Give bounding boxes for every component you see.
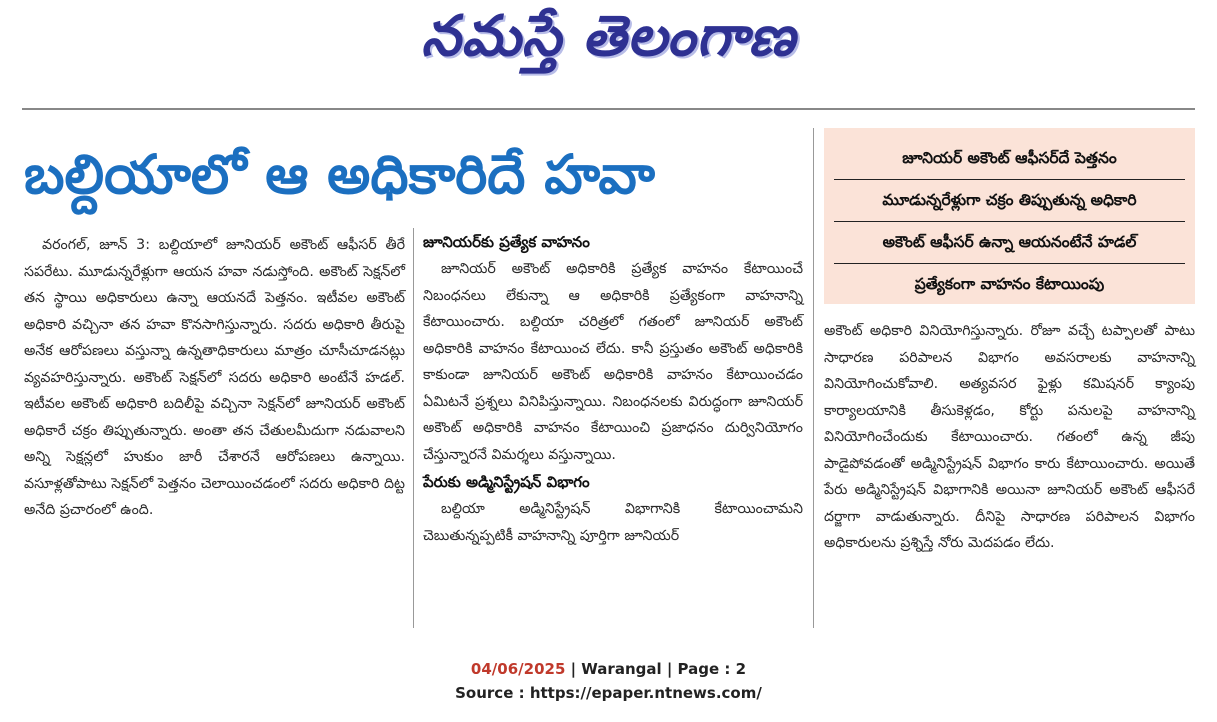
section-subheading: జూనియర్‌కు ప్రత్యేక వాహనం: [423, 233, 590, 251]
body-paragraph: వరంగల్, జూన్ 3: బల్దియాలో జూనియర్ అకౌంట్ ఆఫీసర్ తీరే సపరేటు. మూడున్నరేళ్లుగా ఆయన హవా నడుస్తోంది. అకౌంట్ సెక్షన్‌లో తన స్థాయి అధికారులు ఉన్నా ఆయనదే పెత్తనం. ఇటీవల అకౌంట్ అధికారి వచ్చినా తన హవా కొనసాగిస్తున్నారు. సదరు అధికారి తీరుపై అనేక ఆరోపణలు వస్తున్నా ఉన్నతాధికారులు మాత్రం చూసీచూడనట్లు వ్యవహరిస్తున్నారు. అకౌంట్ సెక్షన్‌లో సదరు అధికారి అంటేనే హడల్. ఇటీవల అకౌంట్ అధికారి బదిలీపై వచ్చినా సెక్షన్‌లో జూనియర్ అకౌంట్ అధికారే చక్రం తిప్పుతున్నారు. అంతా తన చేతులమీదుగా నడువాలని అన్ని సెక్షన్లలో హుకుం జారీ చేశారనే ఆరోపణలు ఉన్నాయి. వసూళ్లతోపాటు సెక్షన్‌లో పెత్తనం చెలాయించడంలో సదరు అధికారి దిట్ట అనేది ప్రచారంలో ఉంది.: [24, 237, 405, 518]
article-column-1: [24, 232, 405, 524]
column-divider: [413, 228, 414, 628]
summary-line: జూనియర్ అకౌంట్ ఆఫీసర్‌దే పెత్తనం: [834, 138, 1185, 180]
body-paragraph: జూనియర్ అకౌంట్ అధికారికి ప్రత్యేక వాహనం కేటాయించే నిబంధనలు లేకున్నా ఆ అధికారికి ప్రత్యేకంగా వాహనాన్ని కేటాయించారు. బల్దియా చరిత్రలో గతంలో జూనియర్ అకౌంట్ అధికారికి వాహనం కేటాయించ లేదు. కానీ ప్రస్తుతం అకౌంట్ అధికారికి కాకుండా జూనియర్ అకౌంట్ అధికారికి వాహనం కేటాయించడం ఏమిటనే ప్రశ్నలు వినిపిస్తున్నాయి. నిబంధనలకు విరుద్ధంగా జూనియర్ అకౌంట్ అధికారికి వాహనం కేటాయించి ప్రజాధనం దుర్వినియోగం చేస్తున్నారనే విమర్శలు వస్తున్నాయి.: [423, 261, 803, 463]
summary-line: మూడున్నరేళ్లుగా చక్రం తిప్పుతున్న అధికారి: [834, 180, 1185, 222]
body-paragraph: బల్దియా అడ్మినిస్ట్రేషన్ విభాగానికి కేటాయించామని చెబుతున్నప్పటికీ వాహనాన్ని పూర్తిగా జూనియర్: [423, 501, 803, 544]
article-column-2: [423, 228, 803, 549]
section-subheading: పేరుకు అడ్మినిస్ట్రేషన్ విభాగం: [423, 473, 590, 491]
footer-edition-info: [0, 660, 1217, 678]
article-column-3: [824, 318, 1195, 557]
body-paragraph: అకౌంట్ అధికారి వినియోగిస్తున్నారు. రోజూ వచ్చే టప్పాలతో పాటు సాధారణ పరిపాలన విభాగం అవసరాలకు వాహనాన్ని వినియోగించుకోవాలి. అత్యవసర ఫైళ్లు కమిషనర్ క్యాంపు కార్యాలయానికి తీసుకెళ్లడం, కోర్టు పనులపై వాహనాన్ని వినియోగించేందుకు కేటాయించారు. గతంలో ఉన్న జీపు పాడైపోవడంతో అడ్మినిస్ట్రేషన్ విభాగం కారు కేటాయించారు. అయితే పేరు అడ్మినిస్ట్రేషన్ విభాగానికి అయినా జూనియర్ అకౌంట్ ఆఫీసరే దర్జాగా వాడుతున్నారు. దీనిపై సాధారణ పరిపాలన విభాగం అధికారులను ప్రశ్నిస్తే నోరు మెదపడం లేదు.: [824, 323, 1195, 551]
edition-date: 04/06/2025: [470, 660, 566, 678]
summary-box: [824, 128, 1195, 304]
column-divider: [813, 128, 814, 628]
summary-line: అకౌంట్ ఆఫీసర్ ఉన్నా ఆయనంటేనే హడల్: [834, 222, 1185, 264]
footer-source[interactable]: Source : https://epaper.ntnews.com/: [455, 684, 762, 702]
masthead: [0, 0, 1217, 100]
article-headline: బల్దియాలో ఆ అధికారిదే హవా: [24, 143, 655, 206]
edition-place-page: | Warangal | Page : 2: [565, 660, 747, 678]
summary-line: ప్రత్యేకంగా వాహనం కేటాయింపు: [914, 275, 1105, 293]
newspaper-logo: నమస్తే తెలంగాణ: [421, 4, 796, 69]
masthead-divider: [22, 108, 1195, 110]
